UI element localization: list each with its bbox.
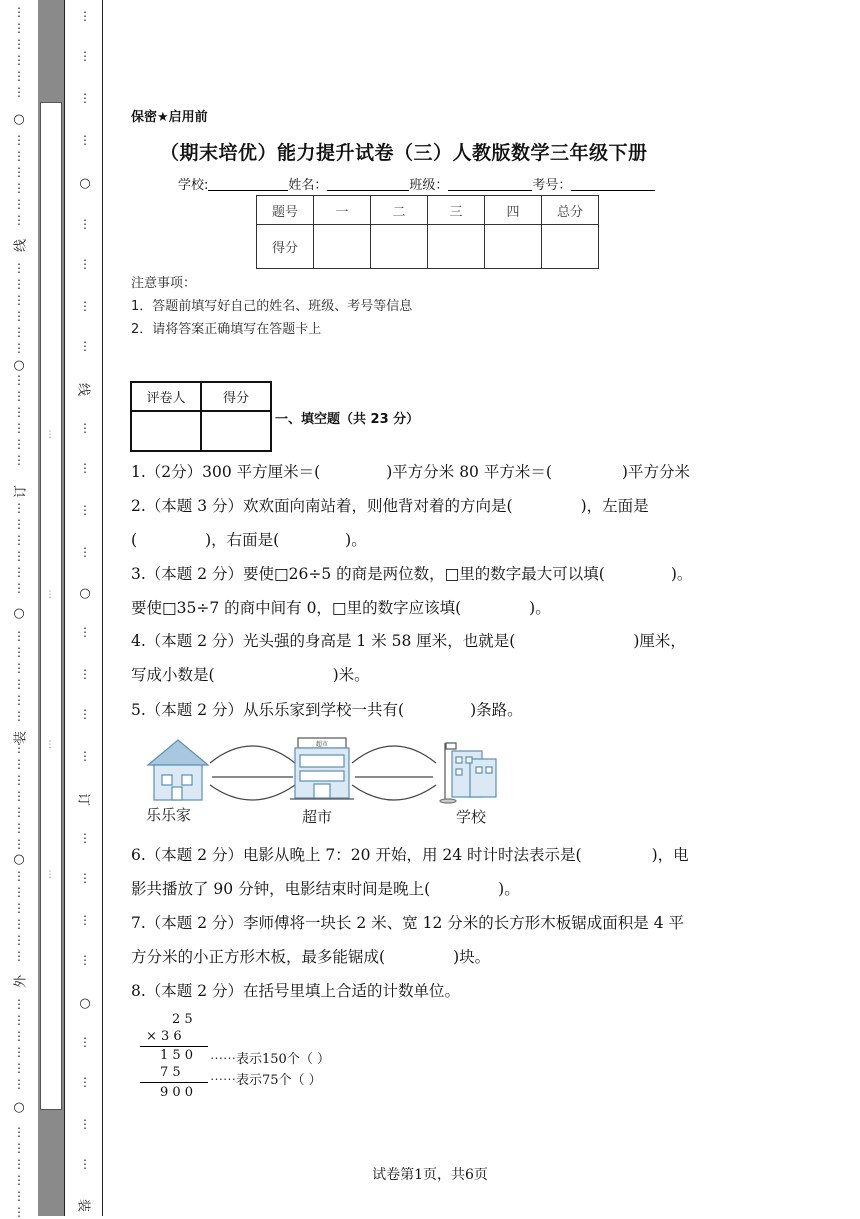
binding-dots: ⋮ [13,1061,25,1075]
binding-dots: ⋮ [13,261,25,275]
question-text: 方分米的小正方形木板，最多能锯成( [131,948,386,966]
binding-dots: ⋮ [79,913,91,927]
score-header: 题号 [257,196,314,225]
binding-dots: ⋮ [13,341,25,355]
question-line [131,460,690,482]
binding-dots: ⋮ [13,885,25,899]
binding-mark: 装 [13,731,29,745]
binding-mark: 外 [13,975,29,989]
score-cell[interactable] [428,225,485,269]
route-label-home: 乐乐家 [146,806,192,824]
score-cell[interactable] [485,225,542,269]
question-text: )。 [670,565,693,583]
rule-line [140,1082,208,1083]
question-line [131,979,460,1001]
question-line [131,877,520,899]
grader-cell[interactable] [201,411,271,451]
question-line [131,911,684,933]
binding-dots: ⋮ [13,5,25,19]
class-field[interactable] [448,177,532,191]
binding-dots: ⋮ [79,461,91,475]
question-text: )，电 [651,846,689,864]
score-header: 二 [371,196,428,225]
question-text: 要使□35÷7 的商中间有 0，□里的数字应该填( [131,599,462,617]
note-item: 1．答题前填写好自己的姓名、班级、考号等信息 [131,299,413,314]
question-text: )。 [529,599,551,617]
page-title: （期末培优）能力提升试卷（三）人教版数学三年级下册 [160,142,648,164]
binding-mark: ○ [13,1100,25,1115]
binding-dots: ⋮ [79,503,91,517]
binding-dots: ⋮ [13,629,25,643]
binding-dots: ⋮ [13,709,25,723]
binding-mark: ○ [13,606,25,621]
binding-dots: ⋮ [79,871,91,885]
exam-number-label: 考号： [532,178,572,193]
binding-dots: ⋮ [13,149,25,163]
binding-dots: ⋮ [79,831,91,845]
partial-product-2: 7 5 [160,1065,181,1080]
binding-dots: ⋮ [13,1029,25,1043]
binding-dots: ⋮ [13,837,25,851]
question-line [131,843,689,865]
binding-mark: 订 [75,792,91,806]
binding-dots: ⋮ [13,501,25,515]
binding-dots: ⋮ [13,53,25,67]
binding-dots: ⋮ [13,421,25,435]
student-info-line [178,174,655,193]
binding-dots: ⋮ [13,869,25,883]
question-line [131,663,370,685]
binding-dots: ⋮ [13,1189,25,1203]
binding-dots: ⋮ [13,533,25,547]
binding-dots: ⋮ [13,293,25,307]
binding-dots: ⋮ [79,257,91,271]
binding-dots: ⋮ [13,309,25,323]
binding-mark: ○ [13,112,25,127]
grader-header: 评卷人 [131,382,201,411]
binding-gray-dots: ⋮ [45,870,55,880]
binding-dots: ⋮ [13,549,25,563]
binding-mark: 线 [75,382,91,396]
score-cell[interactable] [542,225,599,269]
binding-dots: ⋮ [13,677,25,691]
question-text: )厘米， [633,632,686,650]
grader-header: 得分 [201,382,271,411]
partial-note-2: ⋯⋯表示75个（ ） [210,1073,322,1088]
binding-dots: ⋮ [79,133,91,147]
binding-dots: ⋮ [13,949,25,963]
route-paths-1 [210,746,295,800]
question-line [131,494,649,516]
binding-dots: ⋮ [79,625,91,639]
score-cell[interactable] [371,225,428,269]
binding-dots: ⋮ [79,1075,91,1089]
question-text: 6.（本题 2 分）电影从晚上 7：20 开始，用 24 时计时法表示是( [131,846,582,864]
binding-dots: ⋮ [13,1077,25,1091]
binding-dots: ⋮ [13,213,25,227]
binding-dots: ⋮ [13,901,25,915]
binding-mark: 线 [13,239,29,253]
binding-dots: ⋮ [79,1035,91,1049]
school-label: 学校: [178,178,209,193]
note-item: 2．请将答案正确填写在答题卡上 [131,322,322,337]
binding-dots: ⋮ [13,405,25,419]
question-text: 3.（本题 2 分）要使□26÷5 的商是两位数，□里的数字最大可以填( [131,565,605,583]
binding-dots: ⋮ [13,453,25,467]
binding-mark: ○ [79,176,91,191]
question-text: )条路。 [470,701,523,719]
supermarket-sign: 超市 [315,741,329,748]
score-header: 四 [485,196,542,225]
school-icon [440,743,496,803]
binding-dots: ⋮ [79,299,91,313]
multiplier: × 3 6 [146,1029,182,1044]
binding-dots: ⋮ [79,421,91,435]
score-header: 三 [428,196,485,225]
binding-dots: ⋮ [13,181,25,195]
binding-dots: ⋮ [13,693,25,707]
question-text: 2.（本题 3 分）欢欢面向南站着，则他背对着的方向是( [131,497,513,515]
binding-mark: ○ [79,996,91,1011]
binding-dots: ⋮ [13,757,25,771]
notes-title: 注意事项： [131,276,197,291]
question-text: )平方分米 [621,463,690,481]
binding-dots: ⋮ [13,197,25,211]
binding-dots: ⋮ [13,437,25,451]
question-line [131,562,692,584]
multiplicand: 2 5 [172,1012,193,1027]
score-header: 一 [314,196,371,225]
binding-dots: ⋮ [13,821,25,835]
exam-number-field[interactable] [571,177,655,191]
binding-mark: 装 [75,1198,91,1212]
binding-dots: ⋮ [13,805,25,819]
binding-dots: ⋮ [13,37,25,51]
binding-dots: ⋮ [79,91,91,105]
name-field[interactable] [327,177,409,191]
score-header: 总分 [542,196,599,225]
binding-dots: ⋮ [79,545,91,559]
binding-dots: ⋮ [13,21,25,35]
route-label-school: 学校 [456,808,487,826]
grader-table [130,381,272,452]
binding-dots: ⋮ [13,565,25,579]
binding-dots: ⋮ [13,581,25,595]
grader-cell[interactable] [131,411,201,451]
binding-dots: ⋮ [13,1205,25,1219]
binding-dots: ⋮ [13,389,25,403]
page-footer: 试卷第1页，共6页 [372,1167,488,1183]
question-text: )。 [498,880,520,898]
score-row-label: 得分 [257,225,314,269]
partial-note-1: ⋯⋯表示150个（ ） [210,1052,330,1067]
binding-dots: ⋮ [79,1157,91,1171]
question-text: )块。 [453,948,491,966]
binding-margin-gray-inner [40,102,62,1110]
rule-line [140,1046,208,1047]
question-text: ( [131,531,138,549]
question-line [131,596,551,618]
binding-dots: ⋮ [79,217,91,231]
binding-dots: ⋮ [79,707,91,721]
score-cell[interactable] [314,225,371,269]
question-line [131,528,367,550]
binding-mark: ○ [13,852,25,867]
binding-dots: ⋮ [13,789,25,803]
binding-dots: ⋮ [13,661,25,675]
binding-dots: ⋮ [13,1013,25,1027]
binding-mark: ○ [79,586,91,601]
binding-dots: ⋮ [79,953,91,967]
binding-dots: ⋮ [13,325,25,339]
question-text: 5.（本题 2 分）从乐乐家到学校一共有( [131,701,405,719]
question-line [131,945,490,967]
binding-dots: ⋮ [13,69,25,83]
question-text: )。 [345,531,367,549]
binding-dots: ⋮ [13,165,25,179]
binding-dots: ⋮ [13,773,25,787]
binding-dots: ⋮ [13,517,25,531]
binding-dots: ⋮ [13,1045,25,1059]
binding-mark: 订 [13,485,29,499]
question-text: 4.（本题 2 分）光头强的身高是 1 米 58 厘米，也就是( [131,632,516,650]
product: 9 0 0 [160,1085,194,1100]
question-line [131,629,686,651]
school-field[interactable] [208,177,288,191]
question-text: )，右面是( [205,531,280,549]
binding-dots: ⋮ [13,1125,25,1139]
question-text: 7.（本题 2 分）李师傅将一块长 2 米、宽 12 分米的长方形木板锯成面积是 4 平 [131,914,685,932]
question-text: 1.（2分）300 平方厘米＝( [131,463,321,481]
binding-dots: ⋮ [79,9,91,23]
binding-dots: ⋮ [13,1157,25,1171]
binding-gray-dots: ⋮ [45,740,55,750]
binding-dots: ⋮ [13,741,25,755]
question-text: 写成小数是( [131,666,215,684]
binding-dots: ⋮ [79,1117,91,1131]
score-table [256,195,599,269]
class-label: 班级： [409,178,449,193]
name-label: 姓名： [288,178,328,193]
binding-dots: ⋮ [13,997,25,1011]
binding-dots: ⋮ [79,49,91,63]
route-figure [140,735,510,805]
binding-dots: ⋮ [79,339,91,353]
section-heading: 一、填空题（共 23 分） [275,412,420,427]
question-line [131,698,523,720]
binding-dots: ⋮ [13,917,25,931]
binding-dots: ⋮ [13,1173,25,1187]
route-paths-2 [352,746,436,800]
binding-dots: ⋮ [79,749,91,763]
binding-dots: ⋮ [13,133,25,147]
question-text: )米。 [332,666,370,684]
question-text: 8.（本题 2 分）在括号里填上合适的计数单位。 [131,982,461,1000]
binding-dots: ⋮ [13,85,25,99]
question-text: )，左面是 [580,497,649,515]
binding-dots: ⋮ [13,933,25,947]
binding-dots: ⋮ [13,373,25,387]
binding-mark: ○ [13,358,25,373]
binding-dots: ⋮ [13,277,25,291]
question-text: )平方分米 80 平方米＝( [386,463,552,481]
binding-gray-dots: ⋮ [45,430,55,440]
binding-dots: ⋮ [79,667,91,681]
notes [131,272,412,341]
binding-dots: ⋮ [13,645,25,659]
route-label-supermarket: 超市 [302,808,333,826]
house-icon [148,740,208,800]
question-text: 影共播放了 90 分钟，电影结束时间是晚上( [131,880,431,898]
binding-gray-dots: ⋮ [45,590,55,600]
confidential-label: 保密★启用前 [131,110,208,125]
binding-dots: ⋮ [13,1141,25,1155]
partial-product-1: 1 5 0 [160,1048,194,1063]
